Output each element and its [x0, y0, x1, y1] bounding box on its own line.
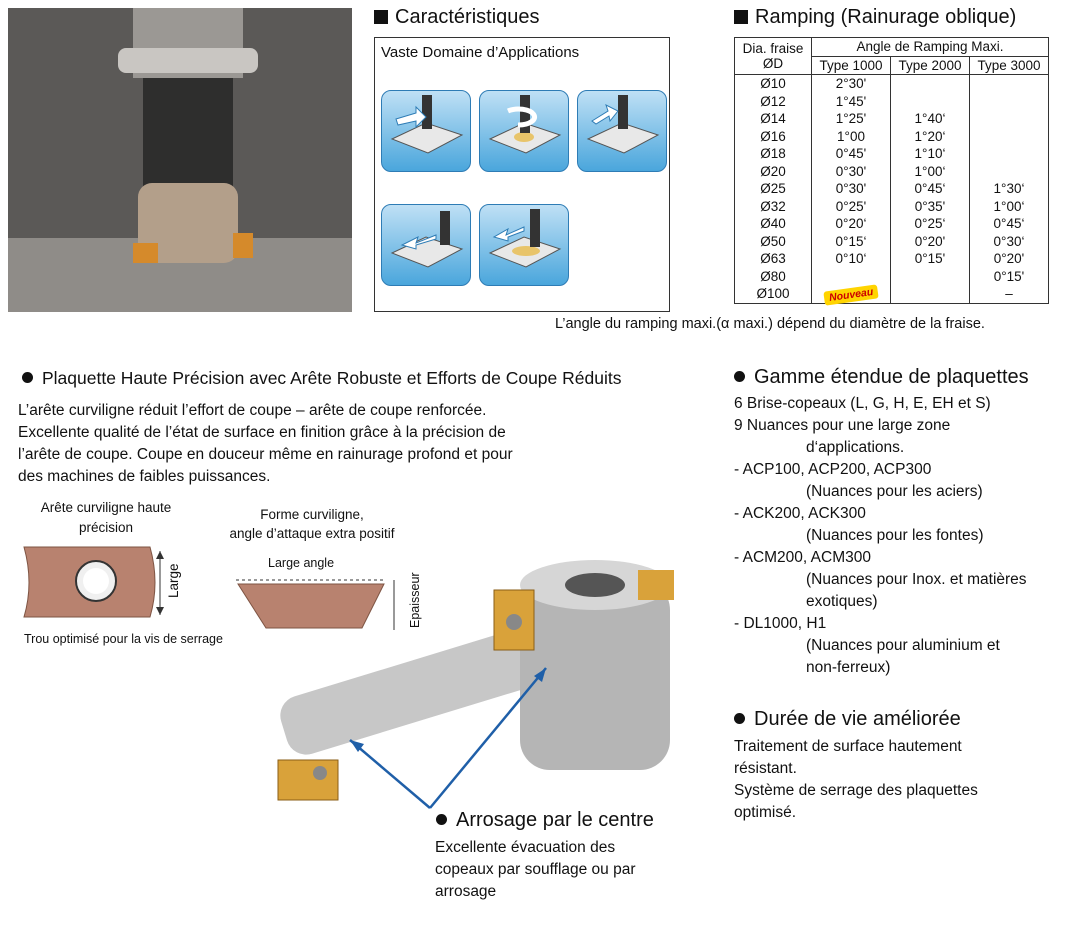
text-line: Forme curviligne,: [260, 507, 364, 522]
insert-image: [20, 543, 190, 628]
ramping-note: L’angle du ramping maxi.(α maxi.) dépend du diamètre de la fraise.: [555, 316, 985, 332]
hole-label: Trou optimisé pour la vis de serrage: [24, 632, 223, 646]
text-line: des machines de faibles puissances.: [18, 468, 271, 485]
angle-cell: [970, 128, 1049, 146]
text-line: 9 Nuances pour une large zone: [734, 417, 951, 434]
angle-cell: [891, 75, 970, 93]
text-line: exotiques): [806, 593, 878, 610]
type-header: Type 1000: [812, 56, 891, 75]
ramping-row: [735, 163, 1049, 181]
text-line: l’arête de coupe. Coupe en douceur même en rainurage profond et pour: [18, 446, 513, 463]
text-line: d‘applications.: [806, 439, 905, 456]
angle-cell: [891, 93, 970, 111]
applications-box: [374, 37, 670, 312]
ramping-row: [735, 198, 1049, 216]
round-bullet-icon: [22, 372, 33, 383]
diameter-cell: Ø16: [735, 128, 812, 146]
ramping-row: [735, 180, 1049, 198]
angle-cell: 0°25‘: [891, 215, 970, 233]
ramping-title: Ramping (Rainurage oblique): [734, 6, 1016, 29]
ramping-row: [735, 145, 1049, 163]
text-line: non-ferreux): [806, 659, 891, 676]
text-line: L’arête curviligne réduit l’effort de coupe – arête de coupe renforcée.: [18, 402, 487, 419]
angle-cell: [891, 268, 970, 286]
features-title: Caractéristiques: [374, 6, 540, 29]
angle-cell: 1°40‘: [891, 110, 970, 128]
diameter-cell: Ø63: [735, 250, 812, 268]
application-tile-shoulder: [577, 90, 667, 172]
angle-cell: [970, 163, 1049, 181]
text-line: - ACM200, ACM300: [734, 549, 871, 566]
type-header: Type 3000: [970, 56, 1049, 75]
diameter-cell: Ø25: [735, 180, 812, 198]
angle-cell: 2°30': [812, 75, 891, 93]
angle-cell: [970, 110, 1049, 128]
diameter-cell: Ø80: [735, 268, 812, 286]
precision-text: [18, 400, 513, 488]
round-bullet-icon: [734, 371, 745, 382]
large-label: Large: [166, 563, 181, 598]
angle-cell: 0°45‘: [891, 180, 970, 198]
diameter-cell: Ø40: [735, 215, 812, 233]
ramping-row: [735, 233, 1049, 251]
diameter-cell: Ø50: [735, 233, 812, 251]
coolant-arrows: [340, 660, 560, 820]
angle-cell: 1°00: [812, 128, 891, 146]
thickness-label: Epaisseur: [408, 572, 422, 628]
text-line: copeaux par soufflage ou par: [435, 861, 636, 878]
angle-cell: [812, 285, 891, 303]
text-line: Système de serrage des plaquettes: [734, 782, 978, 799]
range-text: [734, 393, 1027, 679]
range-title: Gamme étendue de plaquettes: [734, 366, 1029, 389]
diameter-cell: Ø100: [735, 285, 812, 303]
angle-cell: –: [970, 285, 1049, 303]
coolant-title: Arrosage par le centre: [436, 809, 654, 832]
text-line: Excellente qualité de l’état de surface en finition grâce à la précision de: [18, 424, 506, 441]
ramping-row: [735, 250, 1049, 268]
angle-cell: [970, 145, 1049, 163]
text-line: angle d’attaque extra positif: [229, 526, 395, 541]
insert-label: [36, 500, 176, 535]
angle-cell: 0°20': [891, 233, 970, 251]
text-line: arrosage: [435, 883, 497, 900]
life-title: Durée de vie améliorée: [734, 708, 961, 731]
angle-cell: [970, 93, 1049, 111]
angle-cell: 0°30‘: [970, 233, 1049, 251]
coolant-text: [435, 837, 636, 903]
text-line: - ACP100, ACP200, ACP300: [734, 461, 932, 478]
ramping-row: [735, 93, 1049, 111]
text-line: optimisé.: [734, 804, 797, 821]
angle-cell: 0°10‘: [812, 250, 891, 268]
text-line: Excellente évacuation des: [435, 839, 616, 856]
precision-title: Plaquette Haute Précision avec Arête Robuste et Efforts de Coupe Réduits: [22, 368, 621, 389]
angle-cell: 0°20': [970, 250, 1049, 268]
ramping-row: [735, 285, 1049, 303]
text-line: - DL1000, H1: [734, 615, 827, 632]
text-line: (Nuances pour Inox. et matières: [806, 571, 1027, 588]
angle-cell: 0°20‘: [812, 215, 891, 233]
angle-group-header: Angle de Ramping Maxi.: [812, 38, 1049, 57]
round-bullet-icon: [734, 713, 745, 724]
diameter-cell: Ø14: [735, 110, 812, 128]
diameter-cell: Ø20: [735, 163, 812, 181]
text-line: 6 Brise-copeaux (L, G, H, E, EH et S): [734, 395, 991, 412]
diameter-cell: Ø10: [735, 75, 812, 93]
ramping-row: [735, 75, 1049, 93]
diameter-cell: Ø12: [735, 93, 812, 111]
ramping-table: [734, 37, 1049, 304]
application-tile-pocketing: [479, 204, 569, 286]
angle-cell: 0°15‘: [812, 233, 891, 251]
angle-cell: 0°35': [891, 198, 970, 216]
applications-label: Vaste Domaine d’Applications: [381, 44, 580, 61]
angle-cell: 1°45': [812, 93, 891, 111]
angle-cell: [970, 75, 1049, 93]
square-bullet-icon: [734, 10, 748, 24]
ramping-row: [735, 110, 1049, 128]
dia-header: Dia. fraise ØD: [735, 38, 812, 75]
angle-cell: 1°30‘: [970, 180, 1049, 198]
angle-cell: 0°15': [970, 268, 1049, 286]
text-line: - ACK200, ACK300: [734, 505, 866, 522]
application-tile-helical: [479, 90, 569, 172]
text-line: (Nuances pour aluminium et: [806, 637, 1000, 654]
new-badge: Nouveau: [823, 284, 879, 305]
text-line: (Nuances pour les fontes): [806, 527, 984, 544]
ramping-row: [735, 268, 1049, 286]
diameter-cell: Ø18: [735, 145, 812, 163]
angle-cell: [891, 285, 970, 303]
angle-cell: 1°25': [812, 110, 891, 128]
angle-cell: 1°10‘: [891, 145, 970, 163]
round-bullet-icon: [436, 814, 447, 825]
life-text: [734, 736, 978, 824]
angle-cell: 0°45': [812, 145, 891, 163]
text-line: (Nuances pour les aciers): [806, 483, 983, 500]
text-line: précision: [78, 520, 134, 535]
ramping-row: [735, 128, 1049, 146]
application-tile-ramping: [381, 204, 471, 286]
large-angle-label: Large angle: [268, 556, 335, 570]
square-bullet-icon: [374, 10, 388, 24]
shape-label: [212, 507, 412, 541]
text-line: Traitement de surface hautement: [734, 738, 962, 755]
ramping-row: [735, 215, 1049, 233]
text-line: résistant.: [734, 760, 797, 777]
diameter-cell: Ø32: [735, 198, 812, 216]
milling-photo: [8, 8, 352, 312]
angle-cell: 1°00‘: [891, 163, 970, 181]
angle-cell: [812, 268, 891, 286]
angle-cell: 1°20‘: [891, 128, 970, 146]
angle-cell: 0°25': [812, 198, 891, 216]
angle-cell: 0°15': [891, 250, 970, 268]
angle-cell: 1°00‘: [970, 198, 1049, 216]
type-header: Type 2000: [891, 56, 970, 75]
application-tile-slotting: [381, 90, 471, 172]
angle-cell: 0°30': [812, 163, 891, 181]
text-line: Arête curviligne haute: [40, 500, 172, 515]
angle-cell: 0°30': [812, 180, 891, 198]
angle-cell: 0°45‘: [970, 215, 1049, 233]
